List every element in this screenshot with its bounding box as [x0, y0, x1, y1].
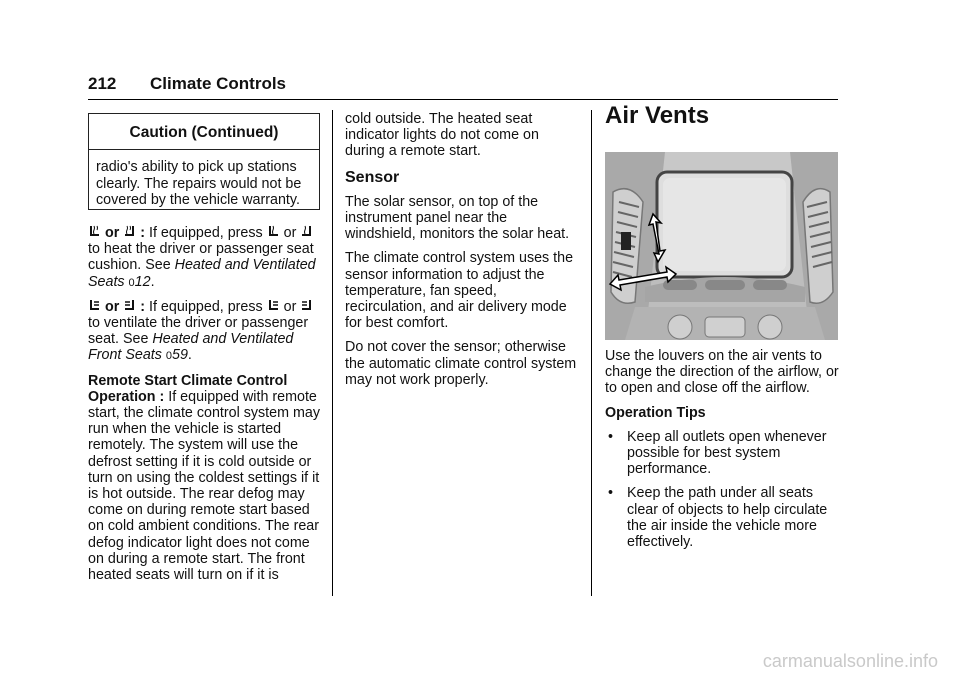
- watermark: carmanualsonline.info: [762, 651, 938, 671]
- vent-or-2: or: [283, 298, 297, 315]
- caution-box: [88, 113, 320, 210]
- sensor-heading: Sensor: [345, 168, 400, 186]
- heated-or-2: or: [283, 225, 297, 241]
- page-ref-arrow: 0: [165, 350, 173, 363]
- page-number: 212: [88, 74, 117, 93]
- heated-seat-icon: [88, 225, 101, 239]
- vent-text-2: to ventilate the driver or passenger seat. See: [88, 315, 309, 348]
- air-vents-body: [605, 348, 841, 558]
- heated-colon: :: [140, 225, 146, 241]
- period: .: [150, 273, 155, 290]
- caution-title: Caution (Continued): [89, 114, 319, 150]
- caution-body: radio's ability to pick up stations clearly. The repairs would not be covered by the vehicle warranty.: [96, 159, 302, 208]
- heated-seat-passenger-icon: [123, 225, 136, 239]
- remote-start-text: If equipped with remote start, the climate control system may run when the vehicle is started remotely. The system will use the defrost setting if it is cold outside or turn on using the coldest settings if it is hot outside. The rear defog may come on during remote start based on cold ambient conditions. The rear defog indicator light does not come on during a remote start. The front heated seats will turn on if it is: [88, 388, 320, 584]
- heated-text-2: to heat the driver or passenger seat cushion. See: [88, 241, 314, 274]
- heated-or: or: [104, 225, 120, 241]
- list-item: [605, 485, 841, 550]
- heated-seat-paragraph: [88, 225, 322, 291]
- continuation-paragraph: cold outside. The heated seat indicator lights do not come on during a remote start.: [345, 111, 539, 160]
- period: .: [187, 347, 192, 364]
- sensor-paragraph-2: The climate control system uses the sensor information to adjust the temperature, fan speed, recirculation, and air delivery mode for best comfort.: [345, 250, 574, 332]
- section-title: Climate Controls: [150, 74, 287, 93]
- heated-seat-icon-inline: [267, 225, 280, 239]
- sensor-paragraph-3: Do not cover the sensor; otherwise the automatic climate control system may not work properly.: [345, 339, 577, 388]
- tip-text: Keep all outlets open whenever possible for best system performance.: [627, 428, 827, 478]
- heated-text-1: If equipped, press: [149, 225, 263, 241]
- vent-colon: :: [140, 298, 146, 315]
- ventilated-seat-icon-inline: [267, 299, 280, 313]
- heated-ref-link[interactable]: Heated and Ventilated Seats: [88, 257, 316, 290]
- list-item: [605, 429, 841, 478]
- air-vents-caption: Use the louvers on the air vents to change the direction of the airflow, or to open and close off the airflow.: [605, 348, 839, 397]
- ventilated-seat-icon: [88, 299, 101, 313]
- column-2: [345, 111, 581, 396]
- air-vent-illustration: [605, 152, 838, 340]
- column-3: [605, 102, 841, 129]
- bullet: •: [608, 485, 614, 502]
- remote-start-paragraph: [88, 373, 322, 584]
- ventilated-seat-paragraph: [88, 299, 322, 365]
- heated-ref-page[interactable]: 12: [134, 273, 151, 290]
- ventilated-seat-passenger-icon: [123, 299, 136, 313]
- tip-text: Keep the path under all seats clear of objects to help circulate the air inside the vehicle more effectively.: [627, 485, 828, 551]
- sensor-paragraph-1: The solar sensor, on top of the instrument panel near the windshield, monitors the solar heat.: [345, 193, 570, 243]
- air-vents-heading: Air Vents: [605, 102, 710, 129]
- header-divider: [88, 99, 838, 100]
- bullet: •: [608, 428, 614, 445]
- column-1: [88, 225, 322, 591]
- column-divider-1: [332, 110, 333, 596]
- page-ref-arrow: 0: [128, 276, 135, 289]
- vent-ref-link[interactable]: Heated and Ventilated Front Seats: [88, 331, 294, 364]
- heated-seat-passenger-icon-inline: [300, 225, 313, 239]
- column-divider-2: [591, 110, 592, 596]
- vent-or: or: [104, 298, 120, 315]
- page-header: [88, 74, 286, 94]
- vent-ref-page[interactable]: 59: [172, 347, 188, 364]
- vent-text-1: If equipped, press: [149, 298, 263, 315]
- operation-tips-list: [605, 429, 841, 550]
- operation-tips-heading: Operation Tips: [605, 404, 706, 421]
- remote-start-label: Remote Start Climate Control Operation :: [88, 372, 288, 405]
- ventilated-seat-passenger-icon-inline: [300, 299, 313, 313]
